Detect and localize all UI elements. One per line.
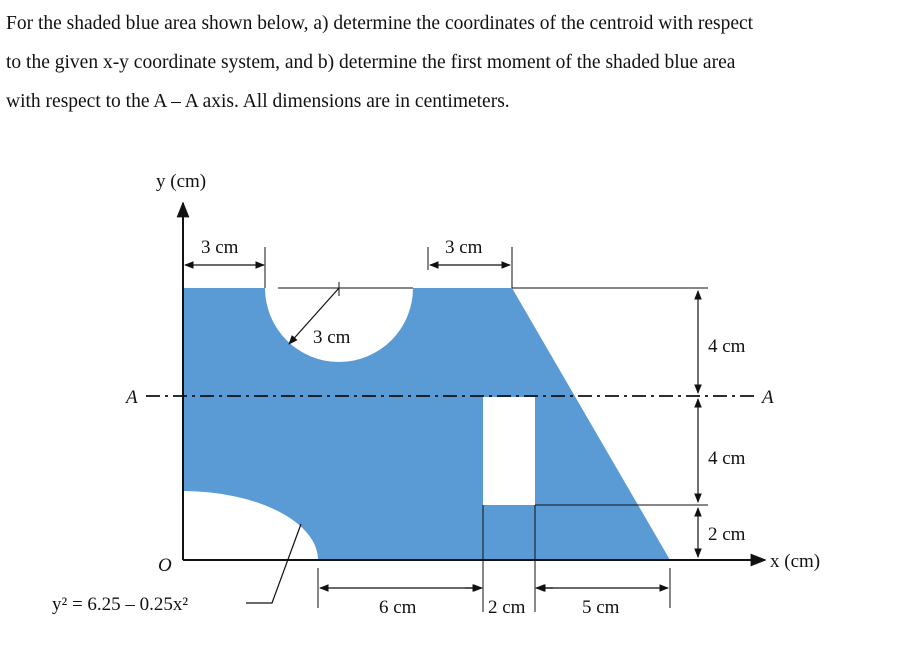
dim-right-middle-label: 4 cm — [708, 448, 746, 469]
y-axis-label: y (cm) — [156, 171, 207, 192]
dim-bottom-b-label: 2 cm — [488, 597, 526, 618]
dim-top-mid-label: 3 cm — [445, 237, 483, 258]
dim-bottom-a-label: 6 cm — [379, 597, 417, 618]
a-axis-left-label: A — [126, 387, 138, 408]
radius-label: 3 cm — [313, 327, 351, 348]
curve-equation-label: y² = 6.25 – 0.25x² — [52, 594, 189, 615]
x-axis-label: x (cm) — [770, 551, 821, 572]
a-axis-right-label: A — [762, 387, 774, 408]
problem-line-1: For the shaded blue area shown below, a) determine the coordinates of the centroid with respect — [6, 13, 754, 34]
dim-bottom-c-label: 5 cm — [582, 597, 620, 618]
dim-right-lower-label: 2 cm — [708, 524, 746, 545]
dim-right-upper-label: 4 cm — [708, 336, 746, 357]
problem-line-2: to the given x-y coordinate system, and b) determine the first moment of the shaded blue area — [6, 52, 736, 73]
shaded-area — [183, 288, 670, 560]
dim-top-left-label: 3 cm — [201, 237, 239, 258]
problem-line-3: with respect to the A – A axis. All dimensions are in centimeters. — [6, 91, 510, 112]
curve-leader-line — [246, 524, 301, 603]
origin-label: O — [158, 555, 172, 576]
